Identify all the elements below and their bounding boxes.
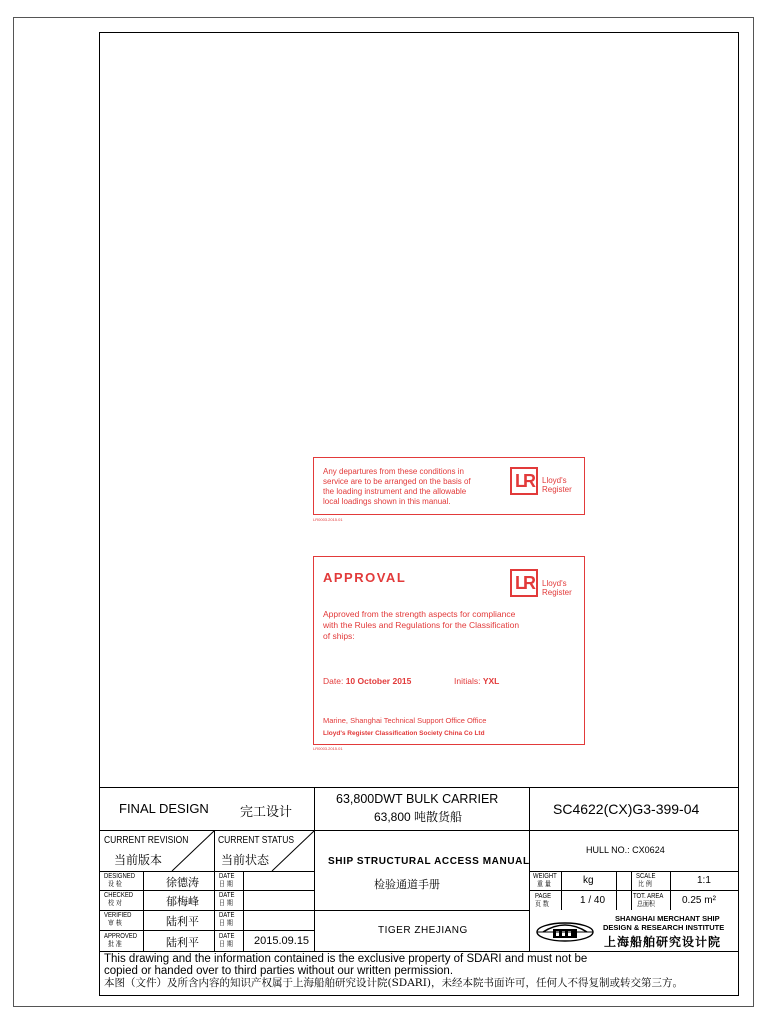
weight-cn: 重 量 (537, 880, 551, 888)
date-cn: 日 期 (219, 940, 233, 948)
weight-label: WEIGHT (533, 873, 557, 880)
verified-cn: 审 核 (108, 919, 122, 927)
date-cn: 日 期 (219, 919, 233, 927)
scale-cn: 比 例 (638, 880, 652, 888)
current-revision-cn: 当前版本 (114, 853, 163, 867)
brand-name: Register (542, 485, 572, 494)
notice-line: This drawing and the information contained is the exclusive property of SDARI and must not be (104, 953, 588, 965)
area-label: TOT. AREA (633, 893, 664, 900)
drawing-number: SC4622(CX)G3-399-04 (553, 801, 700, 817)
institute-name: DESIGN & RESEARCH INSTITUTE (603, 923, 725, 932)
page-value: 1 / 40 (580, 895, 606, 906)
document-title: SHIP STRUCTURAL ACCESS MANUAL (328, 856, 530, 867)
scale-label: SCALE (636, 873, 656, 880)
initials-value: YXL (482, 676, 500, 686)
sdari-logo-icon (535, 914, 595, 948)
approval-body-line: Approved from the strength aspects for compliance (323, 609, 516, 619)
hull-number: HULL NO.: CX0624 (586, 845, 665, 855)
notice-line-cn: 本图（文件）及所含内容的知识产权属于上海船舶研究设计院(SDARI)，未经本院书面许可，任何人不得复制或转交第三方。 (104, 977, 683, 989)
approver-name: 陆利平 (166, 936, 199, 949)
designer-name: 徐德涛 (166, 876, 199, 889)
approved-label: APPROVED (104, 933, 138, 940)
stamp-text-line: Any departures from these conditions in (323, 467, 464, 476)
document-title-cn: 检验通道手册 (374, 878, 440, 891)
designed-cn: 设 检 (108, 880, 122, 888)
stamp-text-line: local loadings shown in this manual. (323, 497, 451, 506)
approval-body-line: of ships: (323, 631, 355, 641)
approved-cn: 批 准 (108, 940, 122, 948)
brand-name: Register (542, 588, 572, 597)
checked-cn: 校 对 (108, 899, 122, 907)
final-design-cn: 完工设计 (240, 805, 293, 820)
stamp-ref: LR0003.2015.01 (313, 746, 343, 751)
date-cn: 日 期 (219, 899, 233, 907)
current-status-cn: 当前状态 (221, 853, 270, 867)
initials-label: Initials: (454, 676, 481, 686)
area-value: 0.25 m² (682, 895, 716, 906)
approved-date: 2015.09.15 (254, 935, 310, 947)
approval-body-line: with the Rules and Regulations for the Classification (323, 620, 520, 630)
approval-society: Lloyd's Register Classification Society China Co Ltd (323, 730, 485, 737)
current-status-label: CURRENT STATUS (218, 835, 295, 846)
designed-label: DESIGNED (104, 873, 136, 880)
ship-name: TIGER ZHEJIANG (378, 925, 468, 936)
date-label: DATE (219, 933, 235, 940)
copyright-notice (104, 953, 739, 989)
scale-value: 1:1 (697, 875, 711, 886)
date-label: Date: (323, 676, 344, 686)
area-cn: 总面积 (637, 900, 655, 908)
approval-office: Marine, Shanghai Technical Support Office Office (323, 716, 487, 725)
notice-line: copied or handed over to third parties without our written permission. (104, 965, 454, 977)
checked-label: CHECKED (104, 892, 134, 899)
final-design-label: FINAL DESIGN (119, 801, 209, 816)
approval-title: APPROVAL (323, 570, 407, 585)
date-cn: 日 期 (219, 880, 233, 888)
brand-name: Lloyd's (542, 476, 567, 485)
lr-logo-icon: LR (510, 569, 538, 597)
stamp-ref: LR0003.2015.01 (313, 517, 343, 522)
checker-name: 郁梅峰 (166, 895, 199, 908)
verified-label: VERIFIED (104, 912, 132, 919)
date-value: 10 October 2015 (345, 676, 412, 686)
lr-conditions-stamp (313, 457, 585, 515)
current-revision-label: CURRENT REVISION (104, 835, 189, 846)
brand-name: Lloyd's (542, 579, 567, 588)
lr-approval-stamp (313, 556, 585, 745)
vessel-type-cn: 63,800 吨散货船 (374, 810, 463, 824)
vessel-type: 63,800DWT BULK CARRIER (336, 792, 499, 806)
verifier-name: 陆利平 (166, 915, 199, 928)
stamp-text-line: service are to be arranged on the basis of (323, 477, 471, 486)
weight-unit: kg (583, 875, 594, 886)
institute-name: SHANGHAI MERCHANT SHIP (615, 914, 720, 923)
date-label: DATE (219, 912, 235, 919)
page-label: PAGE (535, 893, 552, 900)
institute-name-cn: 上海船舶研究设计院 (604, 935, 722, 949)
date-label: DATE (219, 892, 235, 899)
page-cn: 页 数 (535, 900, 549, 908)
stamp-text-line: the loading instrument and the allowable (323, 487, 467, 496)
lr-logo-icon: LR (510, 467, 538, 495)
date-label: DATE (219, 873, 235, 880)
